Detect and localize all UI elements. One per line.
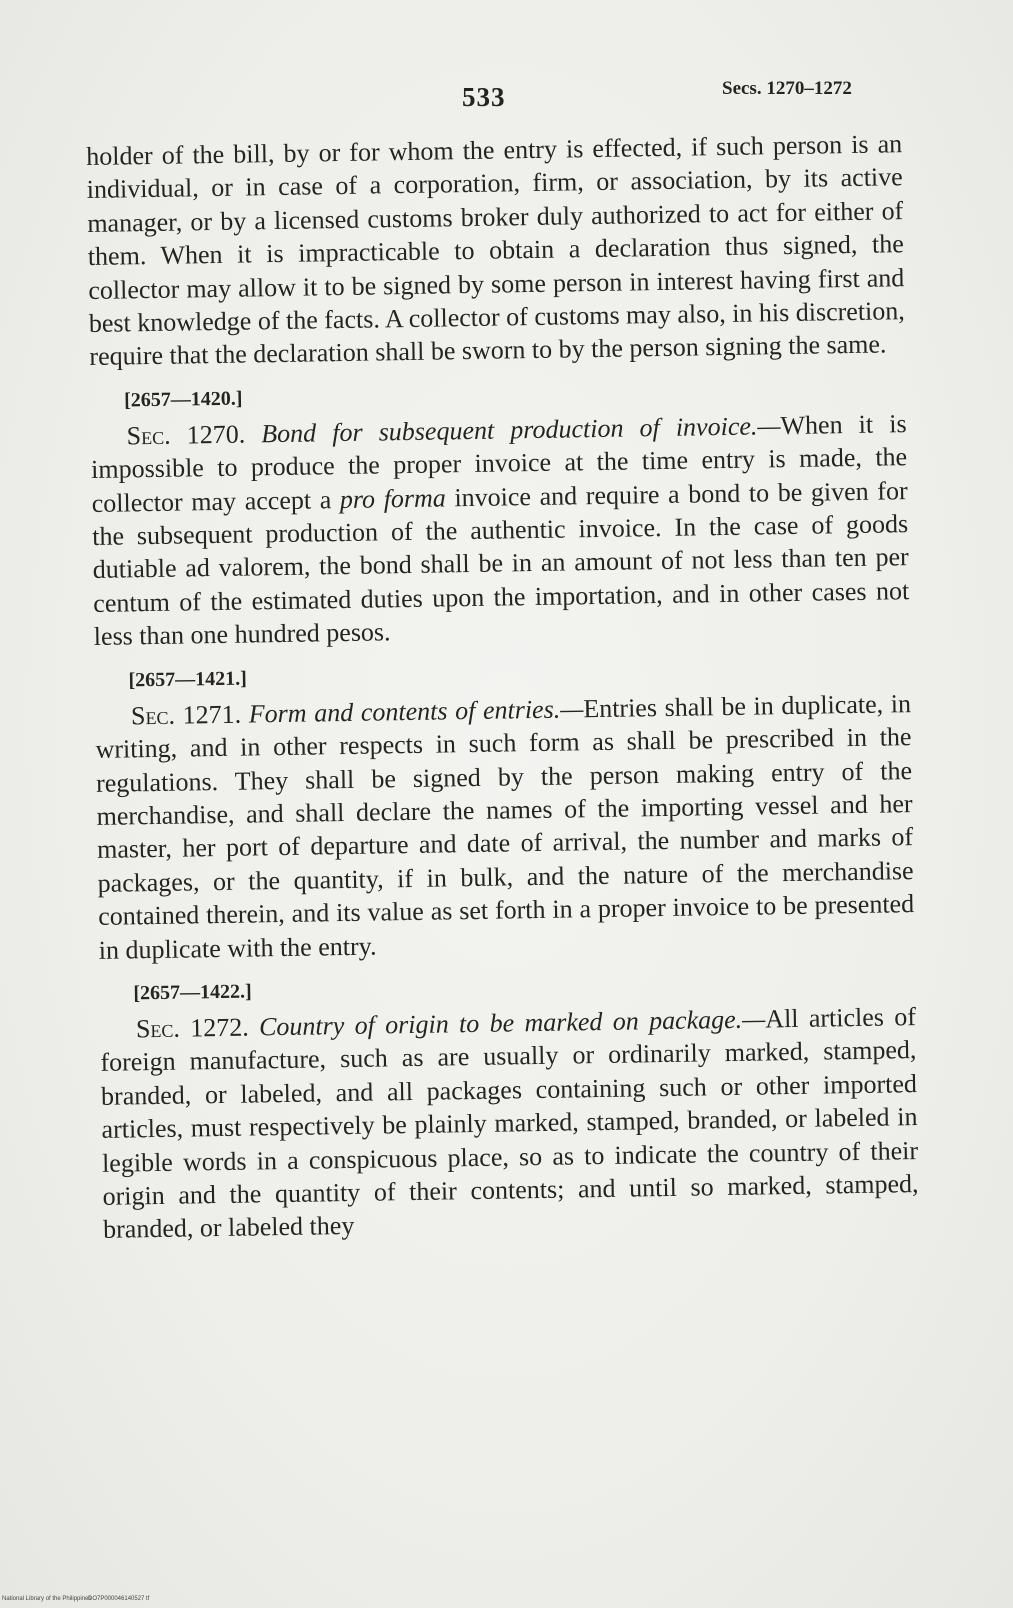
- section-label: Sec. 1271.: [130, 699, 242, 731]
- footer-identifier: DO7P000046140527 tf: [88, 1596, 150, 1602]
- section-1271: [95, 687, 915, 967]
- citation-1422: [2657—1422.]: [133, 980, 252, 1005]
- section-label: Sec. 1270.: [126, 419, 246, 451]
- body-text: [86, 127, 919, 1246]
- section-title: Country of origin to be marked on package.—: [258, 1004, 766, 1042]
- citation-1420: [2657—1420.]: [123, 387, 243, 412]
- page-number: 533: [462, 82, 506, 112]
- section-text: When it is impossible to produce the proper invoice at the time entry is made, the collector may accept a: [90, 408, 908, 518]
- citation-1421: [2657—1421.]: [128, 667, 247, 692]
- section-text-cont: invoice and require a bond to be given for the subsequent production of the authentic invoice. In the case of goods dutiable ad valorem, the bond shall be in an amount of not less than ten per centum of the estimated duties upon the importation, and in other cases not less than one hundred pesos.: [92, 475, 910, 652]
- section-label: Sec. 1272.: [135, 1012, 249, 1044]
- continued-paragraph: holder of the bill, by or for whom the entry is effected, if such person is an individual, or in case of a corporation, firm, or association, by its active manager, or by a licensed customs broker duly authorized to act for either of them. When it is impracticable to obtain a declaration thus signed, the collector may allow it to be signed by some person in interest having first and best knowledge of the facts. A collector of customs may also, in his discretion, require that the declaration shall be sworn to by the person signing the same.: [86, 129, 906, 372]
- section-1272: [100, 1000, 920, 1247]
- section-text: All articles of foreign manufacture, such as are usually or ordinarily marked, stamped, branded, or labeled, and all packages containing such or other imported articles, must respectively be plainly marked, stamped, branded, or labeled in legible words in a conspicuous place, so as to indicate the country of their origin and the quantity of their contents; and until so marked, stamped, branded, or labeled they: [100, 1002, 919, 1245]
- section-1270: [90, 407, 910, 654]
- italic-phrase: pro forma: [339, 483, 447, 514]
- section-title: Bond for subsequent production of invoice.—: [261, 410, 781, 449]
- running-head: Secs. 1270–1272: [722, 78, 852, 99]
- section-title: Form and contents of entries.—: [248, 693, 584, 729]
- section-text: Entries shall be in duplicate, in writing, and in other respects in such form as shall be prescribed in the regulations. They shall be signed by the person making entry of the merchandise, and shall declare the names of the importing vessel and her master, her port of departure and date of arrival, the number and marks of packages, or the quantity, if in bulk, and the nature of the merchandise contained therein, and its value as set forth in a proper invoice to be presented in duplicate with the entry.: [95, 688, 915, 965]
- footer-credit: National Library of the Philippines: [2, 1596, 92, 1602]
